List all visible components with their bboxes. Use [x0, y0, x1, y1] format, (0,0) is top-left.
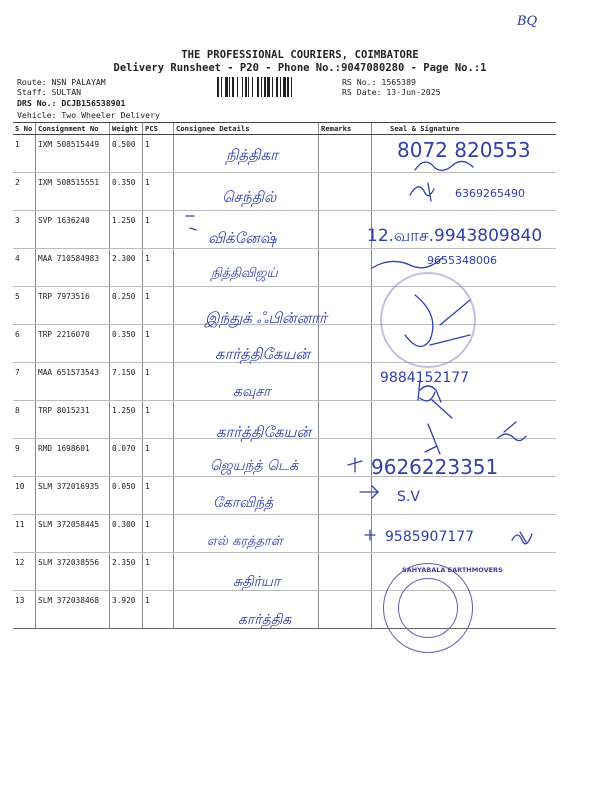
cell-consignment: SLM 372038556	[36, 553, 110, 591]
barcode-bar	[225, 77, 228, 97]
barcode-bar	[264, 77, 266, 97]
vehicle-label: Vehicle: Two Wheeler Delivery	[17, 110, 160, 120]
table-row	[13, 363, 556, 401]
cell-weight: 0.250	[110, 287, 143, 325]
consignee-handwriting-5: இந்துக் ஃபின்னார்	[205, 309, 327, 327]
consignee-handwriting-13: கார்த்திக	[238, 612, 292, 628]
cell-pcs: 1	[143, 553, 174, 591]
consignee-handwriting-3: விக்னேஷ்	[208, 229, 277, 247]
cell-consignment: SVP 1636240	[36, 211, 110, 249]
cell-weight: 0.070	[110, 439, 143, 477]
cell-pcs: 1	[143, 477, 174, 515]
stamp-text: SAHYABALA EARTHMOVERS	[402, 566, 503, 574]
cell-remarks	[319, 325, 372, 363]
cell-consignment: SLM 372058445	[36, 515, 110, 553]
cell-weight: 3.920	[110, 591, 143, 629]
note-handwriting-10: S.V	[397, 489, 420, 505]
route-label: Route: NSN PALAYAM	[17, 77, 106, 87]
cell-pcs: 1	[143, 591, 174, 629]
barcode-bar	[242, 77, 243, 97]
cell-weight: 1.250	[110, 401, 143, 439]
cell-weight: 2.300	[110, 249, 143, 287]
col-sno: S No	[13, 123, 36, 135]
barcode-bar	[276, 77, 278, 97]
cell-pcs: 1	[143, 135, 174, 173]
cell-sno: 11	[13, 515, 36, 553]
cell-remarks	[319, 477, 372, 515]
cell-sno: 6	[13, 325, 36, 363]
barcode-bar	[280, 77, 281, 97]
cell-consignment: MAA 710584983	[36, 249, 110, 287]
consignee-handwriting-7: கவுசா	[233, 384, 271, 400]
cell-weight: 7.150	[110, 363, 143, 401]
rs-number: RS No.: 1565389	[342, 77, 416, 87]
cell-sno: 12	[13, 553, 36, 591]
cell-sno: 9	[13, 439, 36, 477]
cell-consignment: IXM 508515551	[36, 173, 110, 211]
drs-number: DRS No.: DCJB156538901	[17, 98, 126, 108]
cell-weight: 0.350	[110, 173, 143, 211]
phone-handwriting-4: 9655348006	[427, 254, 497, 267]
stamp-upper	[380, 272, 476, 368]
phone-handwriting-9: 9626223351	[371, 455, 499, 479]
barcode-bar	[257, 77, 259, 97]
consignee-handwriting-1: நித்திகா	[226, 146, 278, 164]
consignee-handwriting-10: கோவிந்த்	[213, 495, 274, 511]
col-remarks: Remarks	[319, 123, 372, 135]
col-weight: Weight	[110, 123, 143, 135]
cell-sno: 5	[13, 287, 36, 325]
cell-weight: 1.250	[110, 211, 143, 249]
cell-pcs: 1	[143, 173, 174, 211]
company-title: THE PROFESSIONAL COURIERS, COIMBATORE	[181, 49, 419, 61]
phone-handwriting-1: 8072 820553	[397, 138, 531, 162]
runsheet-subtitle: Delivery Runsheet - P20 - Phone No.:9047080280 - Page No.:1	[113, 62, 487, 74]
cell-remarks	[319, 249, 372, 287]
cell-sno: 8	[13, 401, 36, 439]
table-header-row	[13, 123, 556, 135]
barcode-bar	[261, 77, 262, 97]
cell-sno: 4	[13, 249, 36, 287]
barcode-bar	[291, 77, 292, 97]
cell-weight: 0.050	[110, 477, 143, 515]
consignee-handwriting-8: கார்த்திகேயன்	[216, 423, 311, 441]
phone-handwriting-11: 9585907177	[385, 529, 475, 545]
barcode-bar	[232, 77, 234, 97]
barcode-bar	[287, 77, 289, 97]
consignee-handwriting-9: ஜெயந்த் டெக்	[210, 458, 299, 474]
barcode-bar	[283, 77, 286, 97]
cell-consignment: MAA 651573543	[36, 363, 110, 401]
cell-sno: 2	[13, 173, 36, 211]
cell-seal-signature	[372, 401, 557, 439]
cell-weight: 0.300	[110, 515, 143, 553]
cell-remarks	[319, 553, 372, 591]
cell-consignment: IXM 508515449	[36, 135, 110, 173]
col-seal-signature: Seal & Signature	[372, 123, 557, 135]
cell-remarks	[319, 173, 372, 211]
barcode-bar	[272, 77, 273, 97]
cell-remarks	[319, 211, 372, 249]
cell-pcs: 1	[143, 211, 174, 249]
cell-sno: 13	[13, 591, 36, 629]
cell-pcs: 1	[143, 363, 174, 401]
barcode-bar	[245, 77, 247, 97]
barcode-bar	[221, 77, 222, 97]
consignee-handwriting-6: கார்த்திகேயன்	[215, 345, 310, 363]
col-pcs: PCS	[143, 123, 174, 135]
barcode-bar	[248, 77, 249, 97]
cell-pcs: 1	[143, 515, 174, 553]
phone-handwriting-2: 6369265490	[455, 187, 525, 200]
stamp-lower-inner	[398, 578, 458, 638]
cell-remarks	[319, 591, 372, 629]
consignee-handwriting-2: செந்தில்	[222, 188, 277, 206]
cell-consignment: SLM 372016935	[36, 477, 110, 515]
barcode-bar	[267, 77, 270, 97]
cell-remarks	[319, 439, 372, 477]
cell-consignment: TRP 2216070	[36, 325, 110, 363]
cell-weight: 0.350	[110, 325, 143, 363]
col-consignment: Consignment No	[36, 123, 110, 135]
consignee-handwriting-4: நித்திவிஜய்	[211, 266, 278, 281]
col-consignee: Consignee Details	[174, 123, 319, 135]
cell-pcs: 1	[143, 249, 174, 287]
cell-sno: 1	[13, 135, 36, 173]
cell-consignment: TRP 8015231	[36, 401, 110, 439]
table-row	[13, 477, 556, 515]
cell-sno: 7	[13, 363, 36, 401]
consignee-handwriting-12: சுதிர்யா	[233, 574, 281, 590]
cell-remarks	[319, 135, 372, 173]
consignee-handwriting-11: எல் கரத்தாள்	[207, 534, 283, 549]
cell-pcs: 1	[143, 401, 174, 439]
cell-consignment: TRP 7973516	[36, 287, 110, 325]
cell-pcs: 1	[143, 439, 174, 477]
cell-pcs: 1	[143, 325, 174, 363]
cell-sno: 3	[13, 211, 36, 249]
cell-weight: 0.500	[110, 135, 143, 173]
barcode-bar	[229, 77, 230, 97]
barcode-bar	[217, 77, 219, 97]
cell-weight: 2.350	[110, 553, 143, 591]
phone-handwriting-3: 12.வாச.9943809840	[367, 226, 543, 246]
barcode-bar	[252, 77, 253, 97]
cell-remarks	[319, 515, 372, 553]
cell-consignment: RMD 1698601	[36, 439, 110, 477]
rs-date: RS Date: 13-Jun-2025	[342, 87, 441, 97]
cell-remarks	[319, 401, 372, 439]
barcode-bar	[237, 77, 238, 97]
cell-remarks	[319, 363, 372, 401]
barcode	[217, 77, 334, 97]
corner-mark: BQ	[517, 14, 538, 29]
phone-handwriting-7: 9884152177	[380, 370, 470, 386]
staff-label: Staff: SULTAN	[17, 87, 82, 97]
cell-pcs: 1	[143, 287, 174, 325]
table-row	[13, 515, 556, 553]
cell-sno: 10	[13, 477, 36, 515]
cell-consignment: SLM 372038468	[36, 591, 110, 629]
